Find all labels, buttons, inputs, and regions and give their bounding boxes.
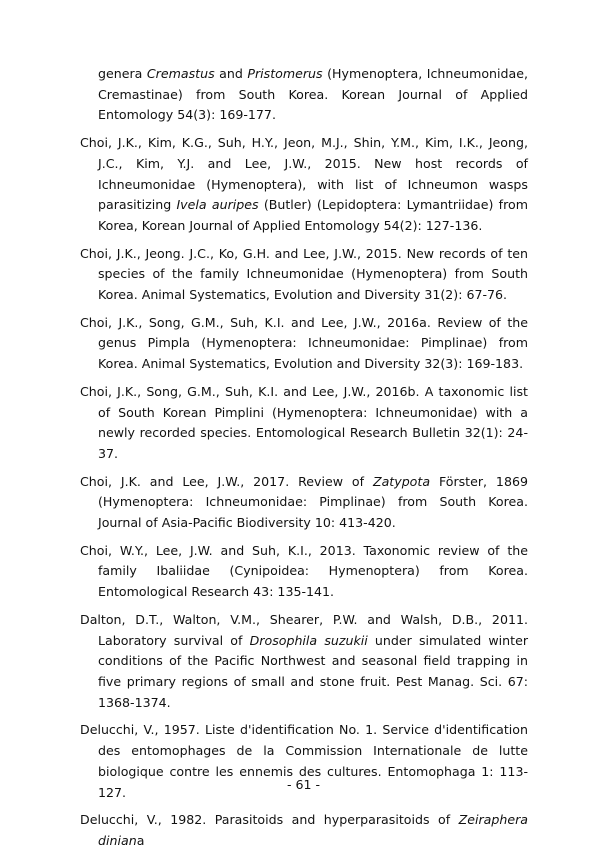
ref-italic: Zeiraphera dinian [98,812,528,848]
ref-italic: Pristomerus [247,66,323,81]
ref-italic: Drosophila suzukii [249,632,368,648]
reference-entry: Choi, W.Y., Lee, J.W. and Suh, K.I., 2013. Taxonomic review of the family Ibaliidae (Cynipoidea: Hymenoptera) from Korea. Entomological Research 43: 135-141. [80,542,528,600]
reference-list [80,64,528,852]
ref-text: (Butler) (Lepidoptera: Lymantriidae) from Korea, Korean Journal of Applied Entomology 54(2): 127-136. [98,197,528,233]
ref-text: Delucchi, V., 1982. Parasitoids and hyperparasitoids of [80,812,459,828]
ref-text: a [136,832,145,848]
ref-text: Choi, J.K., Kim, K.G., Suh, H.Y., Jeon, M.J., Shin, Y.M., Kim, I.K., Jeong, J.C., Kim, Y.J. and Lee, J.W., 2015. New host records of Ichneumonidae (Hymenoptera), with list of Ichneumon wasps parasitizing [80,135,528,213]
page-number: - 61 - [286,777,321,792]
ref-italic: Cremastus [146,66,215,81]
reference-entry: Choi, J.K., Song, G.M., Suh, K.I. and Lee, J.W., 2016b. A taxonomic list of South Korean Pimplini (Hymenoptera: Ichneumonidae) with a newly recorded species. Entomological Research Bulletin 32(1): 24-37. [80,383,528,461]
reference-entry: Choi, J.K., Song, G.M., Suh, K.I. and Lee, J.W., 2016a. Review of the genus Pimpla (Hymenoptera: Ichneumonidae: Pimplinae) from Korea. Animal Systematics, Evolution and Diversity 32(3): 169-183. [80,314,528,372]
ref-text: genera [98,66,147,81]
reference-entry: Choi, J.K., Jeong. J.C., Ko, G.H. and Lee, J.W., 2015. New records of ten species of the family Ichneumonidae (Hymenoptera) from South Korea. Animal Systematics, Evolution and Diversity 31(2): 67-76. [80,245,528,303]
ref-italic: Zatypota [372,473,431,489]
reference-entry [80,64,528,126]
reference-entry [80,610,528,714]
ref-text: (Hymenoptera, Ichneumonidae, Cremastinae) from South Korea. Korean Journal of Applied Entomology 54(3): 169-177. [98,66,528,123]
ref-text: Dalton, D.T., Walton, V.M., Shearer, P.W. and Walsh, D.B., 2011. Laboratory survival of [80,611,528,648]
reference-entry [80,133,528,237]
ref-text: Choi, J.K. and Lee, J.W., 2017. Review of [80,473,373,489]
ref-text: under simulated winter conditions of the Pacific Northwest and seasonal field trapping in five primary regions of small and stone fruit. Pest Manag. Sci. 67: 1368-1374. [98,632,529,710]
ref-text: Förster, 1869 (Hymenoptera: Ichneumonidae: Pimplinae) from South Korea. Journal of Asia-Pacific Biodiversity 10: 413-420. [98,473,528,531]
ref-italic: Ivela auripes [176,197,259,213]
ref-text: and [214,66,248,81]
reference-entry: Delucchi, V., 1957. Liste d'identification No. 1. Service d'identification des entomophages de la Commission Internationale de lutte biologique contre les ennemis des cultures. Entomophaga 1: 113-127. [80,722,528,800]
reference-entry [80,810,528,851]
reference-entry [80,472,528,534]
